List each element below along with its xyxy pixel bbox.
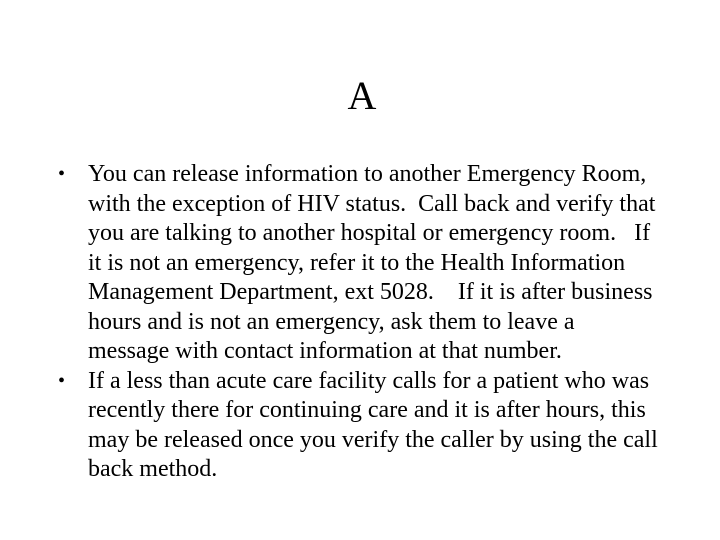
bullet-icon: • (58, 369, 66, 392)
bullet-1-line-6: hours and is not an emergency, ask them to leave a (88, 308, 575, 335)
bullet-2-line-3: may be released once you verify the caller by using the call (88, 426, 658, 453)
bullet-1-line-2: with the exception of HIV status. Call back and verify that (88, 190, 656, 217)
bullet-1-line-5: Management Department, ext 5028. If it is after business (88, 279, 653, 305)
bullet-1-line-7: message with contact information at that number. (88, 338, 562, 364)
bullet-2-line-2: recently there for continuing care and it is after hours, this (88, 397, 646, 423)
bullet-1-line-4: it is not an emergency, refer it to the Health Information (88, 249, 626, 276)
bullet-2-line-4: back method. (88, 456, 218, 482)
bullet-item-2 (58, 367, 668, 485)
bullet-1-line-1: You can release information to another Emergency Room, (88, 161, 647, 187)
bullet-item-1 (58, 160, 668, 367)
slide-title (0, 72, 720, 120)
bullet-icon: • (58, 163, 66, 185)
slide-title-text: A (347, 73, 377, 118)
bullet-2-line-1: If a less than acute care facility calls for a patient who was (88, 367, 650, 394)
bullet-1-line-3: you are talking to another hospital or emergency room. If (88, 220, 651, 246)
bullet-list (58, 160, 668, 485)
